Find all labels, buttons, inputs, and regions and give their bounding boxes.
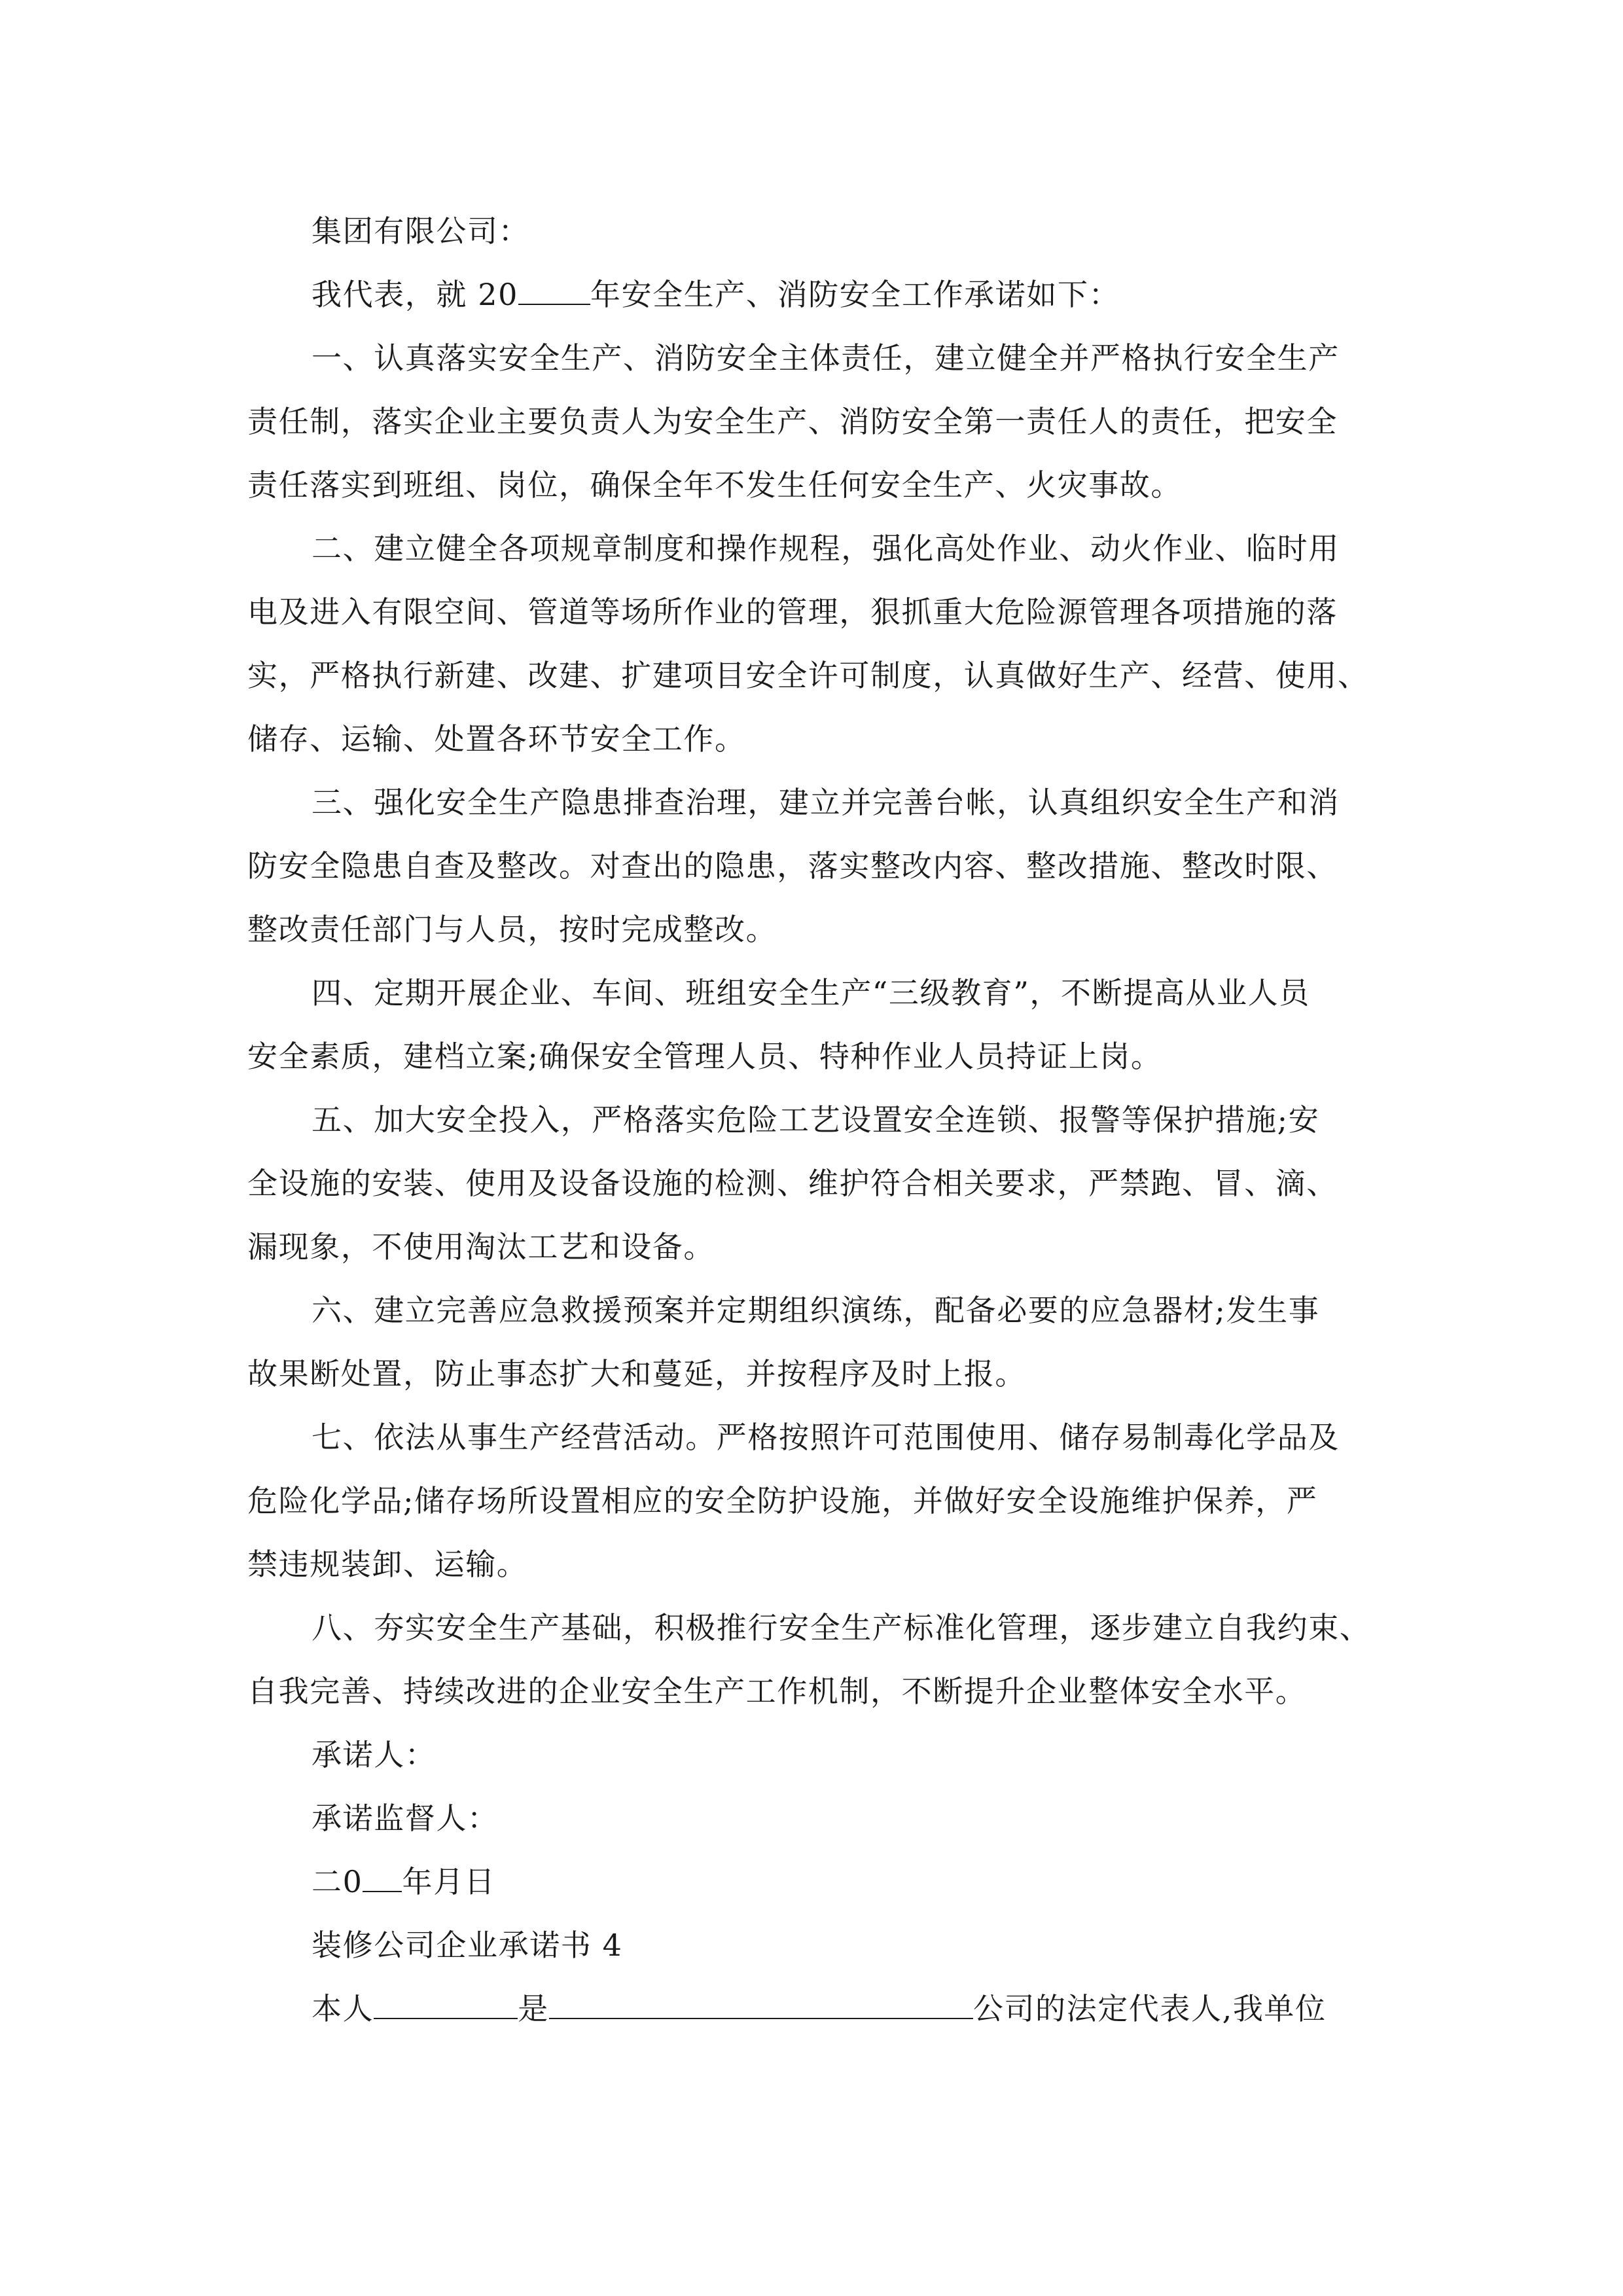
- paragraph-2-line: 实，严格执行新建、改建、扩建项目安全许可制度，认真做好生产、经营、使用、: [247, 658, 1369, 693]
- paragraph-2-line: 二、建立健全各项规章制度和操作规程，强化高处作业、动火作业、临时用: [312, 531, 1340, 566]
- paragraph-1-line: 一、认真落实安全生产、消防安全主体责任，建立健全并严格执行安全生产: [312, 340, 1340, 376]
- paragraph-1-line: 责任制，落实企业主要负责人为安全生产、消防安全第一责任人的责任，把安全: [247, 404, 1338, 439]
- paragraph-8-line: 自我完善、持续改进的企业安全生产工作机制，不断提升企业整体安全水平。: [247, 1674, 1307, 1709]
- intro-line: 我代表，就 20 年安全生产、消防安全工作承诺如下：: [312, 277, 1120, 312]
- date-line: 二0 年月日: [312, 1864, 496, 1899]
- paragraph-3-line: 三、强化安全生产隐患排查治理，建立并完善台帐，认真组织安全生产和消: [312, 785, 1340, 820]
- company-blank: [549, 1993, 973, 2019]
- name-blank: [374, 1993, 518, 2019]
- next-document-title: 装修公司企业承诺书 4: [312, 1928, 623, 1963]
- paragraph-6-line: 故果断处置，防止事态扩大和蔓延，并按程序及时上报。: [247, 1356, 1026, 1391]
- paragraph-7-line: 危险化学品;储存场所设置相应的安全防护设施，并做好安全设施维护保养，严: [247, 1483, 1318, 1518]
- paragraph-4-line: 安全素质，建档立案;确保安全管理人员、特种作业人员持证上岗。: [247, 1039, 1162, 1074]
- paragraph-6-line: 六、建立完善应急救援预案并定期组织演练，配备必要的应急器材;发生事: [312, 1293, 1320, 1328]
- salutation: 集团有限公司：: [312, 213, 530, 249]
- paragraph-4-line: 四、定期开展企业、车间、班组安全生产“三级教育”，不断提高从业人员: [312, 975, 1310, 1011]
- paragraph-3-line: 防安全隐患自查及整改。对查出的隐患，落实整改内容、整改措施、整改时限、: [247, 848, 1338, 884]
- supervisor-label: 承诺监督人：: [312, 1801, 499, 1836]
- paragraph-3-line: 整改责任部门与人员，按时完成整改。: [247, 912, 777, 947]
- paragraph-5-line: 漏现象，不使用淘汰工艺和设备。: [247, 1229, 715, 1265]
- paragraph-5-line: 五、加大安全投入，严格落实危险工艺设置安全连锁、报警等保护措施;安: [312, 1102, 1320, 1138]
- paragraph-2-line: 电及进入有限空间、管道等场所作业的管理，狠抓重大危险源管理各项措施的落: [247, 594, 1338, 630]
- document-body: [247, 200, 1383, 2041]
- paragraph-2-line: 储存、运输、处置各环节安全工作。: [247, 721, 746, 757]
- paragraph-7-line: 禁违规装卸、运输。: [247, 1547, 528, 1582]
- paragraph-8-line: 八、夯实安全生产基础，积极推行安全生产标准化管理，逐步建立自我约束、: [312, 1610, 1371, 1645]
- paragraph-7-line: 七、依法从事生产经营活动。严格按照许可范围使用、储存易制毒化学品及: [312, 1420, 1340, 1455]
- legal-rep-line: 本人 是 公司的法定代表人,我单位: [312, 1991, 1327, 2026]
- promisor-label: 承诺人：: [312, 1737, 437, 1772]
- date-year-blank: [363, 1866, 402, 1892]
- paragraph-5-line: 全设施的安装、使用及设备设施的检测、维护符合相关要求，严禁跑、冒、滴、: [247, 1166, 1338, 1201]
- year-blank: [518, 279, 590, 305]
- paragraph-1-line: 责任落实到班组、岗位，确保全年不发生任何安全生产、火灾事故。: [247, 467, 1182, 503]
